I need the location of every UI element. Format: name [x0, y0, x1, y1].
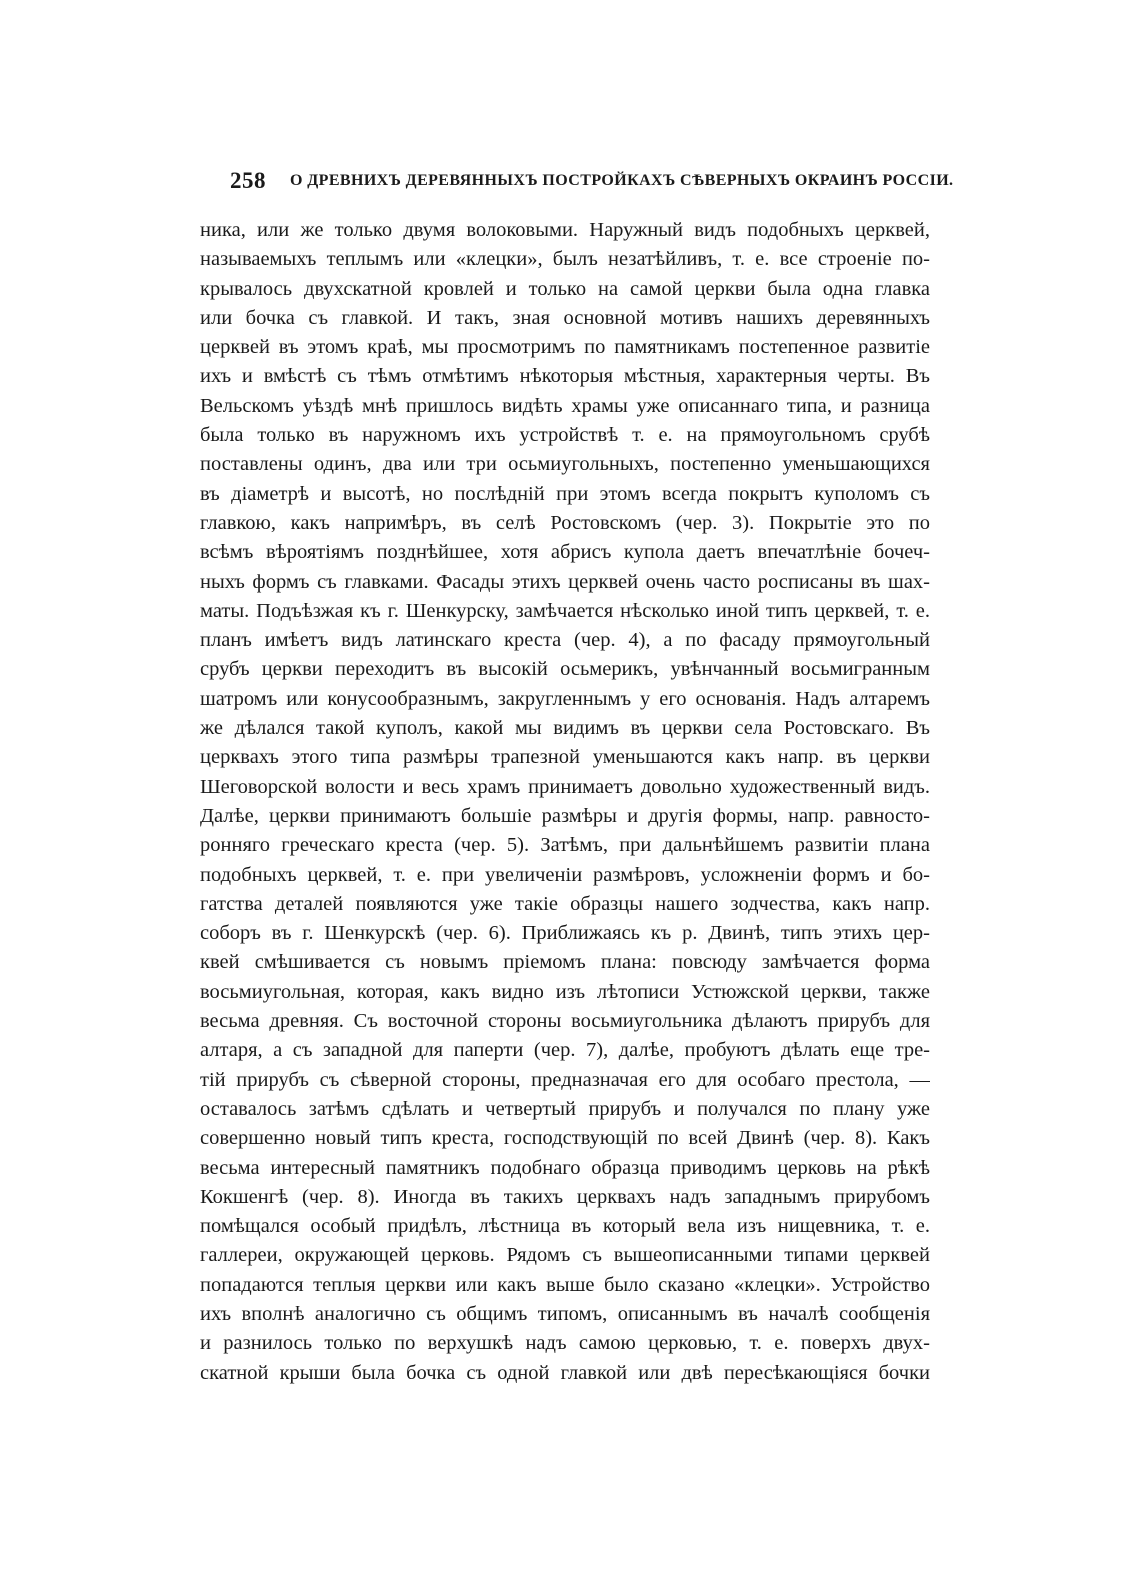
- text-line: Вельскомъ уѣздѣ мнѣ пришлось видѣть храмы уже описаннаго типа, и разница: [200, 394, 930, 417]
- text-line: тій прирубъ съ сѣверной стороны, предназначая его для особаго престола, —: [200, 1068, 930, 1091]
- text-line: весьма интересный памятникъ подобнаго образца приводимъ церковь на рѣкѣ: [200, 1156, 930, 1179]
- text-line: поставлены одинъ, два или три осьмиугольныхъ, постепенно уменьшающихся: [200, 453, 930, 476]
- text-line: совершенно новый типъ креста, господствующій по всей Двинѣ (чер. 8). Какъ: [200, 1127, 930, 1150]
- text-line: скатной крыши была бочка съ одной главкой или двѣ пересѣкающіяся бочки: [200, 1361, 930, 1384]
- text-line: всѣмъ вѣроятіямъ позднѣйшее, хотя абрисъ купола даетъ впечатлѣніе бочеч-: [200, 541, 930, 564]
- body-text: [200, 216, 930, 1388]
- text-line: срубъ церкви переходитъ въ высокій осьмерикъ, увѣнчанный восьмигранным: [200, 658, 930, 681]
- text-line: ронняго греческаго креста (чер. 5). Затѣмъ, при дальнѣйшемъ развитіи плана: [200, 834, 930, 857]
- text-line: крывалось двухскатной кровлей и только на самой церкви была одна главка: [200, 277, 930, 300]
- text-line: гатства деталей появляются уже такіе образцы нашего зодчества, какъ напр.: [200, 892, 930, 915]
- text-line: же дѣлался такой куполъ, какой мы видимъ въ церкви села Ростовскаго. Въ: [200, 717, 930, 740]
- text-line: алтаря, а съ западной для паперти (чер. 7), далѣе, пробуютъ дѣлать еще тре-: [200, 1039, 930, 1062]
- text-line: ника, или же только двумя волоковыми. Наружный видъ подобныхъ церквей,: [200, 219, 930, 241]
- text-line: восьмиугольная, которая, какъ видно изъ лѣтописи Устюжской церкви, также: [200, 980, 930, 1003]
- text-line: галлереи, окружающей церковь. Рядомъ съ вышеописанными типами церквей: [200, 1244, 930, 1267]
- text-line: квей смѣшивается съ новымъ пріемомъ плана: повсюду замѣчается форма: [200, 951, 930, 974]
- text-line: ихъ и вмѣстѣ съ тѣмъ отмѣтимъ нѣкоторыя мѣстныя, характерныя черты. Въ: [200, 365, 930, 388]
- running-head: [200, 168, 954, 198]
- text-line: и разнилось только по верхушкѣ надъ самою церковью, т. е. поверхъ двух-: [200, 1332, 930, 1355]
- running-title: О ДРЕВНИХЪ ДЕРЕВЯННЫХЪ ПОСТРОЙКАХЪ СѢВЕРНЫХЪ ОКРАИНЪ РОССІИ.: [290, 172, 954, 189]
- text-line: была только въ наружномъ ихъ устройствѣ т. е. на прямоугольномъ срубѣ: [200, 424, 930, 447]
- text-line: попадаются теплыя церкви или какъ выше было сказано «клецки». Устройство: [200, 1273, 930, 1296]
- text-line: называемыхъ теплымъ или «клецки», былъ незатѣйливъ, т. е. все строеніе по-: [200, 248, 930, 271]
- text-line: оставалось затѣмъ сдѣлать и четвертый прирубъ и получался по плану уже: [200, 1097, 930, 1120]
- text-line: весьма древняя. Съ восточной стороны восьмиугольника дѣлаютъ прирубъ для: [200, 1010, 930, 1033]
- text-line: Кокшенгѣ (чер. 8). Иногда въ такихъ церквахъ надъ западнымъ прирубомъ: [200, 1185, 930, 1208]
- text-line: подобныхъ церквей, т. е. при увеличеніи размѣровъ, усложненіи формъ и бо-: [200, 863, 930, 886]
- text-line: шатромъ или конусообразнымъ, закругленнымъ у его основанія. Надъ алтаремъ: [200, 687, 930, 710]
- text-line: ихъ вполнѣ аналогично съ общимъ типомъ, описаннымъ въ началѣ сообщенія: [200, 1302, 930, 1325]
- text-line: ныхъ формъ съ главками. Фасады этихъ церквей очень часто росписаны въ шах-: [200, 570, 930, 593]
- text-line: Далѣе, церкви принимаютъ большіе размѣры и другія формы, напр. равносто-: [200, 804, 930, 827]
- text-line: маты. Подъѣзжая къ г. Шенкурску, замѣчается нѣсколько иной типъ церквей, т. е.: [200, 599, 930, 622]
- text-line: въ діаметрѣ и высотѣ, но послѣдній при этомъ всегда покрытъ куполомъ съ: [200, 482, 930, 505]
- text-line: Шеговорской волости и весь храмъ принимаетъ довольно художественный видъ.: [200, 775, 930, 798]
- text-line: или бочка съ главкой. И такъ, зная основной мотивъ нашихъ деревянныхъ: [200, 306, 930, 329]
- text-line: церквей въ этомъ краѣ, мы просмотримъ по памятникамъ постепенное развитіе: [200, 336, 930, 359]
- page-number: 258: [230, 168, 266, 193]
- text-line: помѣщался особый придѣлъ, лѣстница въ который вела изъ нищевника, т. е.: [200, 1215, 930, 1238]
- text-line: соборъ въ г. Шенкурскѣ (чер. 6). Приближаясь къ р. Двинѣ, типъ этихъ цер-: [200, 922, 930, 945]
- text-line: планъ имѣетъ видъ латинскаго креста (чер. 4), а по фасаду прямоугольный: [200, 629, 930, 652]
- text-line: церквахъ этого типа размѣры трапезной уменьшаются какъ напр. въ церкви: [200, 746, 930, 769]
- text-line: главкою, какъ напримѣръ, въ селѣ Ростовскомъ (чер. 3). Покрытіе это по: [200, 511, 930, 534]
